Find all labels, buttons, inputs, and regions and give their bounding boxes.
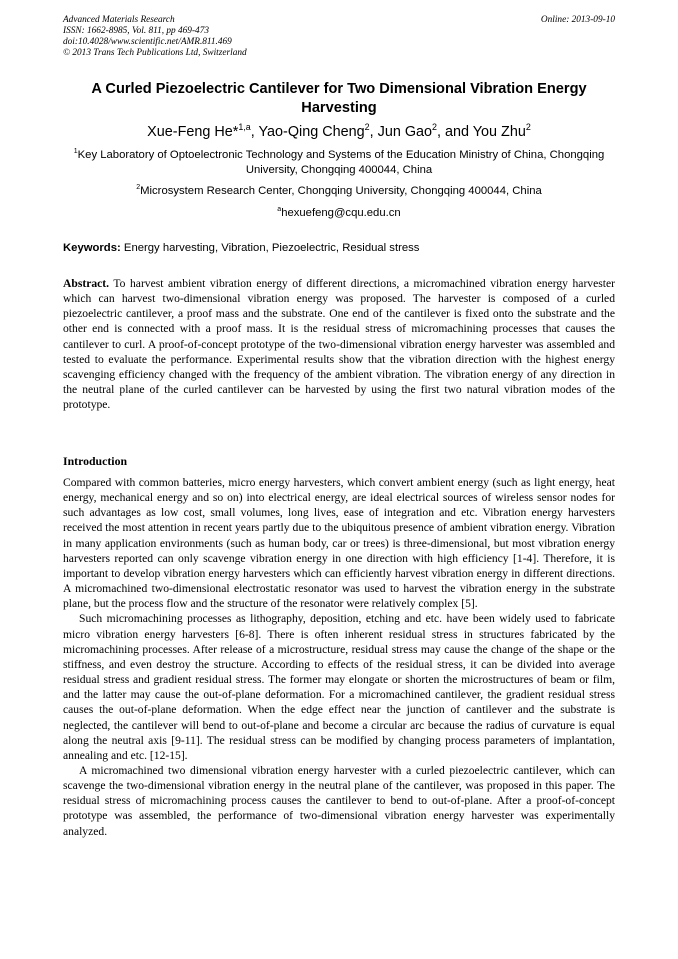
- affiliation-mark: 1: [73, 148, 78, 156]
- issn-line: ISSN: 1662-8985, Vol. 811, pp 469-473: [63, 26, 209, 36]
- email-mark: a: [277, 206, 282, 214]
- author-list: [56, 123, 622, 141]
- keywords-line: [63, 241, 615, 255]
- keywords-text: Energy harvesting, Vibration, Piezoelectric, Residual stress: [120, 242, 420, 254]
- abstract: [63, 276, 615, 412]
- author-affiliation-mark: 2: [432, 122, 437, 133]
- author-affiliation-mark: 1,a: [238, 122, 251, 133]
- affiliation-1: [60, 148, 618, 178]
- paragraph: A micromachined two dimensional vibration energy harvester with a curled piezoelectric cantilever, which can scavenge the two-dimensional vibration energy in the neutral plane of the cantilever, was proposed in this paper. The residual stress of micromachining process causes the cantilever to bend to out-of-plane. After a proof-of-concept prototype was assembled, the performance of two-dimensional vibration energy harvester was experimentally analyzed.: [63, 763, 615, 838]
- copyright-line: © 2013 Trans Tech Publications Ltd, Switzerland: [63, 48, 247, 58]
- affiliation-mark: 2: [136, 184, 141, 192]
- section-heading-introduction: Introduction: [63, 454, 128, 468]
- journal-header: [63, 15, 615, 59]
- abstract-label: Abstract.: [63, 277, 110, 290]
- online-date: Online: 2013-09-10: [540, 15, 615, 25]
- author-separator: , and: [437, 124, 473, 140]
- abstract-text: To harvest ambient vibration energy of different directions, a micromachined vibration energy harvester which can harvest two-dimensional vibration energy was proposed. The harvester is composed of a curled piezoelectric cantilever, a proof mass and the substrate. One end of the cantilever is fixed onto the substrate and the other end is connected with a proof mass. It is the residual stress of micromachining processes that causes the cantilever to curl. A proof-of-concept prototype of the two-dimensional vibration energy harvester was assembled and tested to evaluate the performance. Experimental results show that the vibration direction with the highest energy scavenging efficiency changed with the frequency of the ambient vibration. The vibration energy of any direction in the neutral plane of the curled cantilever can be harvested by using the first two natural vibration modes of the prototype.: [63, 277, 615, 412]
- paragraph: Compared with common batteries, micro energy harvesters, which convert ambient energy (such as light energy, heat energy, mechanical energy and so on) into electrical energy, are ideal electrical sources of wireless sensor nodes for such advantages as low cost, small volumes, long lives, ease of integration and etc. Vibration energy harvesters received the most attention in recent years partly due to the ubiquitous presence of ambient vibration energy. Vibration in many application environments (such as human body, car or trees) is three-dimensional, but most vibration energy harvesters reported can only scavenge vibration energy in one direction with high efficiency [1-4]. Therefore, it is important to develop vibration energy harvesters which can efficiently harvest vibration energy in different directions. A micromachined two-dimensional electrostatic resonator was used to harvest the vibration energy in the substrate plane, but the process flow and the structure of the resonator were relatively complex [5].: [63, 476, 615, 611]
- author-name: Jun Gao: [377, 124, 433, 140]
- author-name: Xue-Feng He*: [147, 124, 239, 140]
- paragraph: Such micromachining processes as lithography, deposition, etching and etc. have been widely used to fabricate micro vibration energy harvesters [6-8]. There is often inherent residual stress in structures fabricated by the micromachining processes. After release of a microstructure, residual stress may cause the change of the shape or the stiffness, and even destroy the structure. According to effects of the residual stress, it can be divided into average residual stress and gradient residual stress. The former may elongate or shorten the microstructures of beam or film, and the latter may cause the out-of-plane deformation. For a micromachined cantilever, the gradient residual stress causes the out-of-plane deformation. When the edge effect near the junction of cantilever and the substrate is neglected, the cantilever will bend to out-of-plane and become a circular arc because the radius of curvature is equal along the neutral axis [9-11]. The residual stress can be modified by changing process parameters of implantation, annealing and etc. [12-15].: [63, 612, 615, 762]
- affiliation-text: Microsystem Research Center, Chongqing University, Chongqing 400044, China: [140, 185, 542, 197]
- author-affiliation-mark: 2: [525, 122, 531, 133]
- journal-name: Advanced Materials Research: [63, 15, 175, 25]
- author-separator: ,: [250, 124, 259, 140]
- author-affiliation-mark: 2: [364, 122, 370, 133]
- keywords-label: Keywords:: [63, 242, 121, 254]
- author-separator: ,: [369, 124, 378, 140]
- author-email: [60, 206, 618, 221]
- paper-title: A Curled Piezoelectric Cantilever for Two Dimensional Vibration Energy Harvesting: [91, 81, 587, 116]
- doi-line: doi:10.4028/www.scientific.net/AMR.811.469: [63, 37, 232, 47]
- author-name: Yao-Qing Cheng: [258, 124, 365, 140]
- introduction-body: [63, 475, 615, 839]
- email-address[interactable]: hexuefeng@cqu.edu.cn: [281, 207, 401, 219]
- author-name: You Zhu: [472, 124, 526, 140]
- affiliation-2: [60, 184, 618, 199]
- affiliation-text: Key Laboratory of Optoelectronic Technology and Systems of the Education Ministry of China, Chongqing University, Chongqing 400044, China: [77, 149, 605, 176]
